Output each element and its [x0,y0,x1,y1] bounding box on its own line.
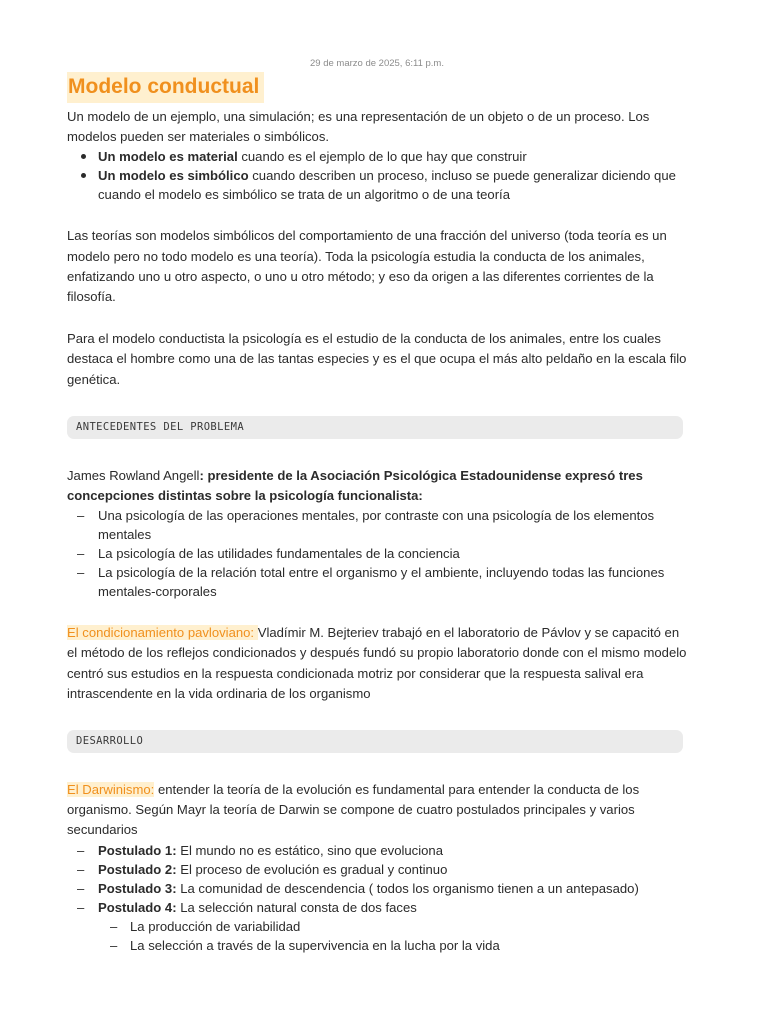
darwin-highlight: El Darwinismo: [67,782,155,798]
theories-paragraph: Las teorías son modelos simbólicos del comportamiento de una fracción del universo (toda teoría es un modelo pero no todo modelo es una teoría). Toda la psicología estudia la conducta de los animales, enfatizando uno u otro aspecto, o uno u otro método; y eso da origen a las diferentes corrientes de la filosofía. [67,228,667,305]
postulate-sublist [67,917,687,955]
list-item: – La selección a través de la supervivencia en la lucha por la vida [67,936,687,955]
list-item: – Postulado 2: El proceso de evolución es gradual y continuo [67,860,687,879]
section-header-desarrollo[interactable]: DESARROLLO [67,730,683,753]
note-title[interactable]: Modelo conductual [67,72,264,103]
list-item: – Una psicología de las operaciones mentales, por contraste con una psicología de los elementos mentales [67,506,687,544]
note-timestamp: 29 de marzo de 2025, 6:11 p.m. [310,58,444,69]
pavlov-highlight: El condicionamiento pavloviano: [67,625,258,641]
angell-list [67,506,687,601]
model-types-list [67,147,687,204]
list-item: – La psicología de la relación total entre el organismo y el ambiente, incluyendo todas las funciones mentales-corporales [67,563,687,601]
list-item: Un modelo es material cuando es el ejemplo de lo que hay que construir [67,147,687,166]
note-body[interactable] [67,58,687,955]
darwin-paragraph: El Darwinismo: entender la teoría de la evolución es fundamental para entender la conducta de los organismo. Según Mayr la teoría de Darwin se compone de cuatro postulados principales y varios secundarios [67,782,640,838]
list-item: Un modelo es simbólico cuando describen un proceso, incluso se puede generalizar diciendo que cuando el modelo es simbólico se trata de un algoritmo o de una teoría [67,166,687,204]
intro-paragraph: Un modelo de un ejemplo, una simulación; es una representación de un objeto o de un proceso. Los modelos pueden ser materiales o simbólicos. [67,109,650,145]
list-item: – Postulado 4: La selección natural consta de dos faces [67,898,687,917]
list-item: – La psicología de las utilidades fundamentales de la conciencia [67,544,687,563]
list-item: – Postulado 1: El mundo no es estático, sino que evoluciona [67,841,687,860]
behaviorist-paragraph: Para el modelo conductista la psicología es el estudio de la conducta de los animales, entre los cuales destaca el hombre como una de las tantas especies y es el que ocupa el más alto peldaño en la escala filo genética. [67,331,687,387]
list-item: – La producción de variabilidad [67,917,687,936]
list-item: – Postulado 3: La comunidad de descendencia ( todos los organismo tienen a un antepasado) [67,879,687,898]
bottom-fade [0,960,768,1024]
postulates-list [67,841,687,917]
bold-term: Un modelo es material [98,149,238,165]
bold-term: Un modelo es simbólico [98,168,249,184]
angell-name: James Rowland Angell [67,467,200,483]
section-header-antecedentes[interactable]: ANTECEDENTES DEL PROBLEMA [67,416,683,439]
angell-paragraph: James Rowland Angell: presidente de la Asociación Psicológica Estadounidense expresó tres concepciones distintas sobre la psicología funcionalista: [67,467,643,504]
pavlov-paragraph: El condicionamiento pavloviano: Vladímir M. Bejteriev trabajó en el laboratorio de Pávlov y se capacitó en el método de los reflejos condicionados y después fundó su propio laboratorio donde con el mismo modelo centró sus estudios en la respuesta condicionada motriz por considerar que la respuesta salival era intrascendente en la vida ordinaria de los organismo [67,625,687,701]
